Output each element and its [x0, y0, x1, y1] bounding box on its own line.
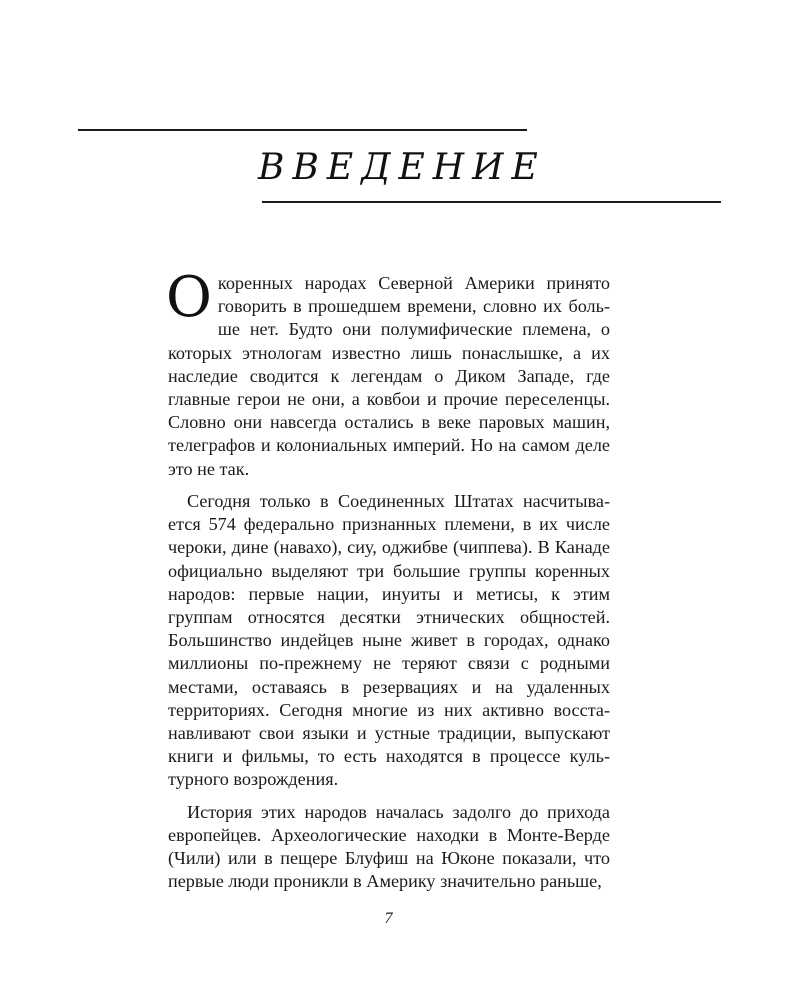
paragraph-2: Сегодня только в Соединенных Штатах насчитывается 574 федерально признанных племени, в их числе чероки, дине (навахо), сиу, оджибве (чиппева). В Канаде официально выделяют три большие группы коренных народов: первые нации, инуиты и метисы, к этим группам относятся десятки этнических общностей. Большинство индейцев ныне живет в городах, однако миллионы по-прежнему не теряют связи с родными местами, оставаясь в резервациях и на удаленных территориях. Сегодня многие из них активно восстанавливают свои языки и устные традиции, выпускают книги и фильмы, то есть находятся в процессе культурного возрождения. [168, 491, 610, 790]
title-rule-top [78, 129, 527, 131]
body-text [166, 265, 610, 903]
title-rule-bottom [262, 201, 721, 203]
page-number: 7 [384, 910, 393, 927]
paragraph-1 [166, 265, 610, 481]
paragraph-3: История этих народов началась задолго до прихода европейцев. Археологические находки в Монте-Верде (Чили) или в пещере Блуфиш на Юконе показали, что первые люди проникли в Америку значительно раньше, [168, 801, 610, 892]
drop-cap-letter: О [166, 265, 212, 330]
chapter-title: ВВЕДЕНИЕ [258, 147, 546, 188]
paragraph-1-text: коренных народах Северной Америки принято говорить в прошедшем времени, словно их больше нет. Будто они полумифические племена, о которых этнологам известно лишь понаслышке, а их наследие сводится к легендам о Диком Западе, где главные герои не они, а ковбои и прочие переселенцы. Словно они навсегда остались в веке паровых машин, телеграфов и колониальных империй. Но на самом деле это не так. [168, 273, 610, 479]
